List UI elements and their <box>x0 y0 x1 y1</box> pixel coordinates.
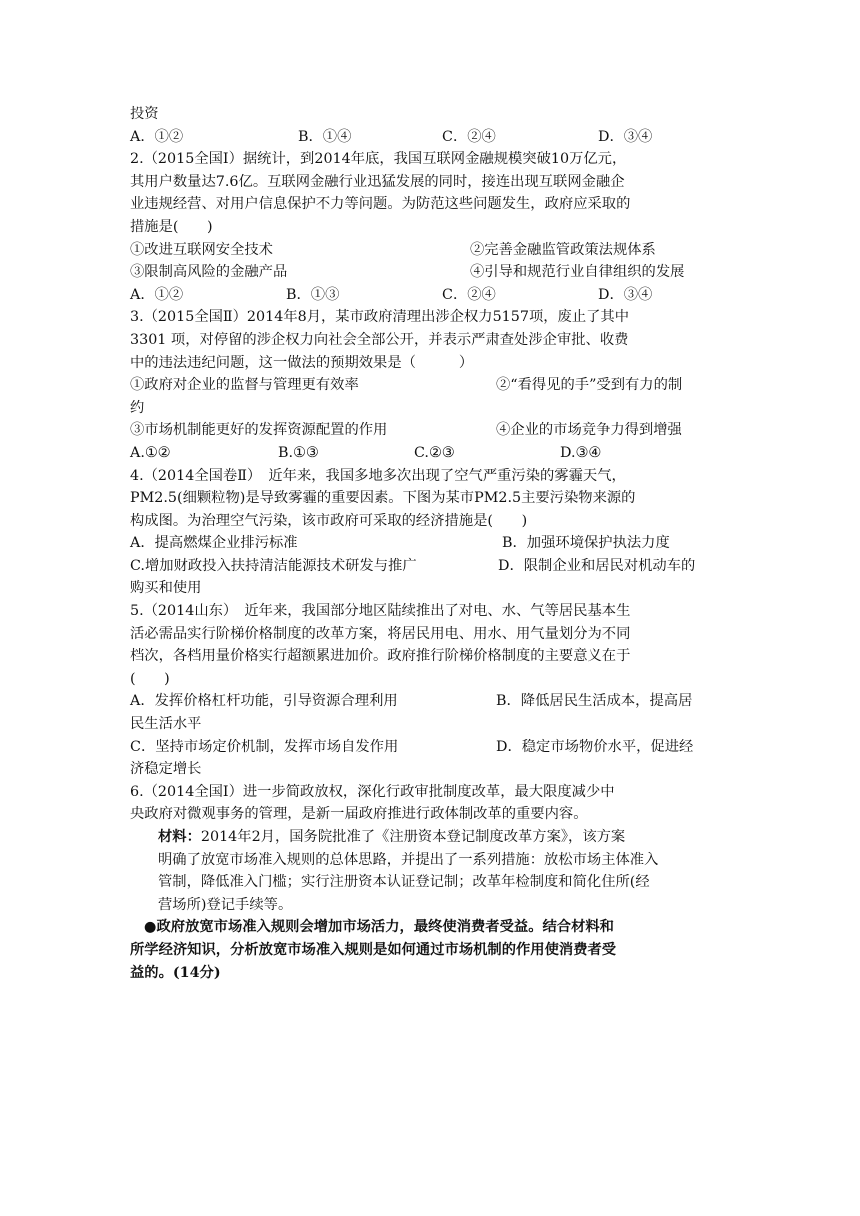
option-d: D．限制企业和居民对机动车的 <box>498 557 696 574</box>
q6-stem: 6.（2014全国Ⅰ）进一步简政放权，深化行政审批制度改革，最大限度减少中 <box>130 783 615 800</box>
option-a: A．①② <box>130 286 184 303</box>
q5-options-row <box>130 736 730 759</box>
q2-stem: 措施是( ) <box>130 218 213 235</box>
q2-stem: 2.（2015全国Ⅰ）据统计，到2014年底，我国互联网金融规模突破10万亿元， <box>130 151 627 168</box>
material-line: 管制，降低准入门槛；实行注册资本认证登记制；改革年检制度和简化住所(经 <box>158 874 650 891</box>
option-c: C．坚持市场定价机制，发挥市场自发作用 <box>130 738 399 755</box>
q4-stem: 4.（2014全国卷Ⅱ） 近年来，我国多地多次出现了空气严重污染的雾霾天气， <box>130 467 626 484</box>
q2-stem: 业违规经营、对用户信息保护不力等问题。为防范这些问题发生，政府应采取的 <box>130 196 631 213</box>
option-a: A.①② <box>130 444 171 461</box>
item-3: ③市场机制能更好的发挥资源配置的作用 <box>130 422 388 439</box>
option-b: B.①③ <box>278 444 319 461</box>
option-b-continued: 民生活水平 <box>130 716 202 733</box>
item-2: ②完善金融监管政策法规体系 <box>470 241 656 258</box>
q4-options-row <box>130 555 730 578</box>
item-1: ①改进互联网安全技术 <box>130 241 273 258</box>
q4-stem: 构成图。为治理空气污染，该市政府可采取的经济措施是( ) <box>130 512 528 529</box>
option-b: B．①④ <box>298 128 352 145</box>
q5-stem: ( ) <box>130 670 170 687</box>
q6-stem: 央政府对微观事务的管理，是新一届政府推进行政体制改革的重要内容。 <box>130 806 588 823</box>
option-a: A．①② <box>130 128 184 145</box>
q2-options <box>130 284 730 307</box>
option-a: A．发挥价格杠杆功能，引导资源合理利用 <box>130 693 398 710</box>
q2-stem: 其用户数量达7.6亿。互联网金融行业迅猛发展的同时，接连出现互联网金融企 <box>130 173 625 190</box>
q3-stem: 3301 项，对停留的涉企权力向社会全部公开，并表示严肃查处涉企审批、收费 <box>130 331 629 348</box>
material-line: 营场所)登记手续等。 <box>158 896 293 913</box>
question-prompt: ●政府放宽市场准入规则会增加市场活力，最终使消费者受益。结合材料和 <box>144 919 614 936</box>
option-b: B．①③ <box>286 286 340 303</box>
option-c: C．②④ <box>442 128 496 145</box>
q4-options-row <box>130 532 730 555</box>
option-d-continued: 购买和使用 <box>130 580 202 597</box>
question-prompt: 益的。(14分) <box>130 964 221 981</box>
q2-items-row <box>130 239 730 262</box>
text-line: 投资 <box>130 106 159 122</box>
q2-items-row <box>130 261 730 284</box>
q5-stem: 活必需品实行阶梯价格制度的改革方案，将居民用电、用水、用气量划分为不同 <box>130 625 631 642</box>
document-page <box>130 103 730 984</box>
item-1: ①政府对企业的监督与管理更有效率 <box>130 377 359 394</box>
material-line: 明确了放宽市场准入规则的总体思路，并提出了一系列措施：放松市场主体准入 <box>158 851 659 868</box>
q3-stem: 3.（2015全国Ⅱ）2014年8月，某市政府清理出涉企权力5157项，废止了其中 <box>130 309 630 326</box>
item-2-continued: 约 <box>130 399 145 416</box>
item-3: ③限制高风险的金融产品 <box>130 264 288 281</box>
material-paragraph <box>130 826 730 849</box>
q3-items-row <box>130 374 730 397</box>
option-d: D.③④ <box>560 444 602 461</box>
item-4: ④引导和规范行业自律组织的发展 <box>470 264 685 281</box>
option-a: A．提高燃煤企业排污标准 <box>130 535 298 552</box>
q3-options <box>130 442 730 465</box>
option-c: C．②④ <box>442 286 496 303</box>
q1-options <box>130 126 730 149</box>
option-d: D．③④ <box>598 128 653 145</box>
q5-stem: 5.（2014山东） 近年来，我国部分地区陆续推出了对电、水、气等居民基本生 <box>130 603 631 620</box>
q5-options-row <box>130 690 730 713</box>
option-d: D．稳定市场物价水平，促进经 <box>496 738 694 755</box>
option-c: C.②③ <box>414 444 455 461</box>
q3-stem: 中的违法违纪问题，这一做法的预期效果是（ ） <box>130 354 474 371</box>
option-b: B．加强环境保护执法力度 <box>502 535 670 552</box>
q5-stem: 档次，各档用量价格实行超额累进加价。政府推行阶梯价格制度的主要意义在于 <box>130 648 631 665</box>
q4-stem: PM2.5(细颗粒物)是导致雾霾的重要因素。下图为某市PM2.5主要污染物来源的 <box>130 490 636 507</box>
item-2: ②“看得见的手”受到有力的制 <box>496 377 683 394</box>
q3-items-row <box>130 419 730 442</box>
question-prompt: 所学经济知识，分析放宽市场准入规则是如何通过市场机制的作用使消费者受 <box>130 941 617 958</box>
option-d: D．③④ <box>598 286 653 303</box>
option-d-continued: 济稳定增长 <box>130 761 202 778</box>
material-text: 2014年2月，国务院批准了《注册资本登记制度改革方案》，该方案 <box>200 829 626 845</box>
option-c: C.增加财政投入扶持清洁能源技术研发与推广 <box>130 557 417 574</box>
item-4: ④企业的市场竞争力得到增强 <box>496 422 682 439</box>
option-b: B．降低居民生活成本，提高居 <box>496 693 693 710</box>
material-label: 材料： <box>158 829 201 845</box>
